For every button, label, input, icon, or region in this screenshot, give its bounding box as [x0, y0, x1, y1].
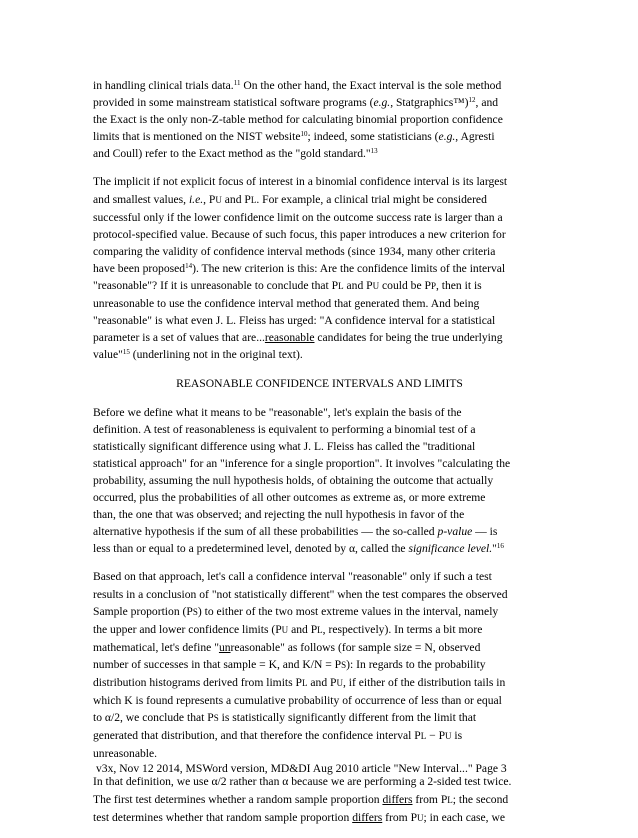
text-run: , Statgraphics™): [390, 96, 469, 110]
text-run: in handling clinical trials data.: [93, 79, 234, 92]
text-line: [93, 404, 546, 421]
page-footer: v3x, Nov 12 2014, MSWord version, MD&DI Aug 2010 article "New Interval..." Page 3: [96, 762, 507, 775]
text-line: [93, 346, 546, 363]
text-run: "reasonable"? If it is unreasonable to conclude that P: [93, 279, 339, 293]
text-run: number of successes in that sample = K, and K/N = P: [93, 657, 342, 671]
text-line: [93, 639, 546, 656]
text-run: candidates for being the true underlying: [314, 331, 503, 345]
underlined-text: un: [218, 640, 231, 654]
paragraph: [93, 773, 546, 826]
subscript-letter: U: [281, 624, 289, 635]
subscript-letter: S: [341, 659, 347, 670]
text-run: protocol-specified value. Because of such focus, this paper introduces a new criterion for: [93, 227, 506, 241]
subscript-letter: L: [302, 678, 308, 688]
text-run: The first test determines whether a random sample proportion: [93, 792, 383, 806]
text-line: [93, 809, 546, 827]
subscript-letter: L: [317, 624, 323, 635]
text-line: [93, 621, 546, 639]
footnote-ref: 12: [468, 96, 476, 105]
text-run: could be P: [379, 279, 431, 293]
text-run: probability, assuming the null hypothesis holds, of obtaining the outcome that actually: [93, 473, 494, 487]
footnote-ref: 16: [496, 542, 504, 551]
text-line: [93, 94, 546, 111]
text-run: (underlining not in the original text).: [129, 348, 303, 362]
text-run: from P: [412, 792, 448, 806]
underlined-text: differs: [382, 792, 413, 806]
text-run: ; the second: [452, 792, 509, 806]
text-run: occurred, plus the probabilities of all other outcomes as extreme as, or more extreme: [93, 491, 486, 505]
text-run: value": [93, 348, 123, 362]
text-run: and smallest values,: [93, 192, 189, 206]
italic-text: e.g.: [373, 96, 391, 110]
text-run: reasonable" as follows (for sample size = N, observed: [230, 640, 481, 654]
text-line: [93, 489, 546, 506]
text-line: [93, 791, 546, 809]
text-line: [93, 540, 546, 557]
text-line: [93, 128, 546, 145]
text-run: ": [492, 542, 497, 556]
text-run: , if either of the distribution tails in: [342, 676, 506, 689]
text-line: [93, 603, 546, 621]
text-line: [93, 523, 546, 540]
text-line: [93, 209, 546, 226]
underlined-text: differs: [352, 810, 383, 824]
paragraph: [93, 404, 546, 558]
text-line: [93, 506, 546, 523]
text-line: [93, 745, 546, 762]
text-run: , then it is: [435, 279, 482, 293]
text-run: and P: [307, 676, 337, 689]
text-line: [93, 260, 546, 277]
text-run: Before we define what it means to be "reasonable", let's explain the basis of the: [93, 405, 462, 419]
text-run: Sample proportion (P: [93, 604, 193, 618]
text-run: ) to either of the two most extreme values in the interval, namely: [197, 604, 499, 618]
footnote-ref: 15: [122, 348, 130, 357]
text-run: test determines whether that random sample proportion: [93, 810, 353, 824]
text-run: from P: [382, 810, 418, 824]
text-run: have been proposed: [93, 261, 186, 275]
text-run: successful only if the lower confidence limit on the outcome success rate is larger than a: [93, 210, 503, 224]
text-run: ; indeed, some statisticians (: [307, 130, 439, 144]
text-run: provided in some mainstream statistical software programs (: [93, 96, 374, 110]
text-line: [93, 674, 546, 692]
footnote-ref: 13: [370, 147, 378, 156]
text-run: is: [451, 729, 463, 743]
paragraph: [93, 173, 546, 363]
subscript-letter: S: [213, 713, 219, 724]
text-run: is statistically significantly different from the limit that: [218, 711, 477, 725]
text-line: [93, 173, 546, 190]
text-run: distribution histograms derived from limits P: [93, 676, 302, 689]
text-line: [93, 243, 546, 260]
text-run: Based on that approach, let's call a confidence interval "reasonable" only if such a test: [93, 570, 492, 584]
text-line: [93, 312, 546, 329]
text-run: In that definition, we use α/2 rather than α because we are performing a 2-sided test twice.: [93, 775, 512, 789]
subscript-letter: P: [430, 281, 436, 292]
italic-text: e.g.: [438, 130, 456, 144]
text-line: [93, 472, 546, 489]
subscript-letter: L: [420, 731, 427, 742]
text-line: [93, 111, 546, 128]
subscript-letter: U: [336, 678, 343, 688]
italic-text: significance level.: [408, 542, 493, 556]
text-run: definition. A test of reasonableness is equivalent to performing a binomial test of a: [93, 422, 476, 436]
text-run: − P: [426, 729, 446, 743]
text-run: . For example, a clinical trial might be considered: [256, 192, 487, 206]
subscript-letter: L: [250, 194, 257, 205]
text-line: [93, 277, 546, 295]
underlined-text: reasonable: [264, 331, 315, 345]
text-line: [93, 295, 546, 312]
subscript-letter: U: [417, 812, 424, 823]
text-line: [93, 438, 546, 455]
text-line: [93, 455, 546, 472]
italic-text: i.e.: [188, 192, 204, 206]
text-run: On the other hand, the Exact interval is the sole method: [240, 79, 502, 92]
body-text: [93, 77, 546, 838]
text-run: the Exact is the only non-Z-table method for calculating binomial proportion confidence: [93, 113, 503, 127]
text-line: [93, 773, 546, 790]
text-run: and P: [343, 279, 373, 293]
subscript-letter: L: [338, 281, 344, 292]
text-line: [93, 586, 546, 603]
text-run: results in a conclusion of "not statistically different" when the test compares the observed: [93, 587, 508, 601]
text-run: comparing the validity of confidence interval methods (since 1934, many other criteria: [93, 244, 496, 258]
footnote-ref: 10: [300, 130, 308, 139]
text-line: [93, 656, 546, 674]
text-run: statistically significant difference using what J. L. Fleiss has called the "traditional: [93, 439, 476, 453]
italic-text: p-value: [437, 525, 473, 539]
footnote-ref: 14: [185, 261, 193, 270]
text-line: [93, 568, 546, 585]
text-run: unreasonable to use the confidence interval method that generated them. And being: [93, 297, 480, 311]
text-line: [93, 421, 546, 438]
text-run: less than or equal to a predetermined level, denoted by α, called the: [93, 542, 409, 556]
text-run: ; in each case, we: [423, 810, 505, 824]
text-run: The implicit if not explicit focus of interest in a binomial confidence interval is its largest: [93, 175, 508, 189]
text-run: , and: [475, 96, 499, 110]
subscript-letter: U: [445, 731, 452, 742]
text-run: mathematical, let's define ": [93, 640, 219, 654]
text-run: which K is found represents a cumulative probability of occurrence of less than or equal: [93, 694, 502, 708]
text-run: limits that is mentioned on the NIST website: [93, 130, 301, 144]
text-run: generated that distribution, and that therefore the confidence interval P: [93, 729, 421, 743]
text-run: and P: [221, 192, 251, 206]
subscript-letter: U: [372, 281, 380, 292]
subscript-letter: L: [447, 794, 453, 805]
text-run: and Coull) refer to the Exact method as the "gold standard.": [93, 147, 371, 161]
text-line: [93, 191, 546, 209]
text-run: — is: [472, 525, 498, 539]
text-run: statistical approach" for an "inference for a single proportion". It involves "calculating the: [93, 456, 511, 470]
footnote-ref: 11: [233, 79, 241, 87]
text-line: [93, 692, 546, 709]
text-run: than, the one that was observed; and rejecting the null hypothesis in favor of the: [93, 508, 465, 522]
text-line: [93, 226, 546, 243]
text-run: "reasonable" is what even J. L. Fleiss has urged: "A confidence interval for a statistical: [93, 314, 496, 328]
text-run: unreasonable.: [93, 747, 158, 761]
subscript-letter: S: [192, 606, 198, 617]
section-heading: REASONABLE CONFIDENCE INTERVALS AND LIMITS: [176, 376, 463, 390]
text-line: [93, 727, 546, 745]
text-run: ). The new criterion is this: Are the confidence limits of the interval: [192, 261, 506, 275]
text-run: the upper and lower confidence limits (P: [93, 622, 282, 636]
subscript-letter: U: [215, 194, 222, 205]
paragraph: [93, 568, 546, 762]
text-run: alternative hypothesis if the sum of all these probabilities — the so-called: [93, 525, 438, 539]
text-line: [93, 145, 546, 162]
text-line: [93, 709, 546, 727]
text-run: , respectively). In terms a bit more: [322, 622, 483, 636]
text-run: and P: [288, 622, 318, 636]
text-run: ): In regards to the probability: [346, 657, 486, 671]
text-run: , Agresti: [455, 130, 495, 144]
text-run: parameter is a set of values that are...: [93, 331, 265, 345]
text-run: to α/2, we conclude that P: [93, 711, 214, 725]
text-line: [93, 77, 546, 94]
text-line: [93, 329, 546, 346]
text-run: , P: [203, 192, 216, 206]
paragraph: [93, 77, 546, 162]
